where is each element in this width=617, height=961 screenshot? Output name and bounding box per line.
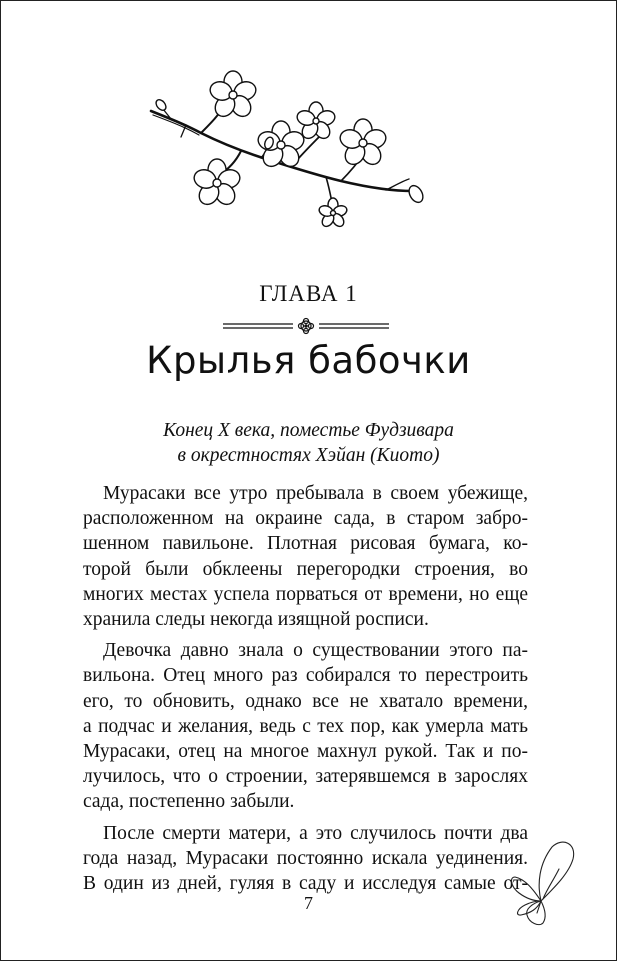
text-line: торой были обклеены перегородки строения, во	[83, 558, 528, 580]
text-line: сада, постепенно забыли.	[83, 791, 295, 813]
paragraph-1	[83, 481, 528, 632]
text-line: После смерти матери, а это случилось почти два	[103, 822, 528, 844]
epigraph-line-1: Конец X века, поместье Фудзивара	[163, 420, 454, 441]
text-line: а подчас и желания, ведь с тех пор, как умерла мать	[83, 715, 528, 737]
text-line: шенном павильоне. Плотная рисовая бумага, ко-	[83, 533, 528, 555]
chapter-body-text	[83, 481, 528, 902]
text-line: вильона. Отец много раз собирался то перестроить	[83, 665, 528, 687]
chapter-divider-ornament	[221, 317, 391, 335]
page-number: 7	[304, 893, 313, 913]
text-line: Мурасаки, отец на многое махнул рукой. Так и по-	[83, 741, 528, 763]
chapter-number: ГЛАВА 1	[259, 281, 358, 306]
paragraph-3	[83, 821, 528, 897]
epigraph	[1, 418, 616, 468]
paragraph-2	[83, 638, 528, 814]
text-line: расположенном на окраине сада, в старом забро-	[83, 508, 528, 530]
text-line: года назад, Мурасаки постоянно искала уединения.	[83, 847, 528, 869]
epigraph-line-2: в окрестностях Хэйан (Киото)	[177, 445, 440, 466]
cherry-blossom-branch-illustration	[141, 63, 441, 233]
text-line: хранила следы некогда изящной росписи.	[83, 609, 429, 631]
text-line: В один из дней, гуляя в саду и исследуя самые от-	[83, 873, 528, 895]
text-line: его, то обновить, однако все не хватало времени,	[83, 690, 528, 712]
chapter-title: Крылья бабочки	[146, 339, 471, 382]
text-line: Мурасаки все утро пребывала в своем убежище,	[103, 483, 528, 504]
butterfly-icon	[507, 839, 585, 927]
text-line: Девочка давно знала о существовании этого па-	[103, 640, 528, 662]
text-line: лучилось, что о строении, затерявшемся в зарослях	[83, 766, 528, 788]
text-line: многих местах успела порваться от времени, но еще	[83, 583, 528, 605]
